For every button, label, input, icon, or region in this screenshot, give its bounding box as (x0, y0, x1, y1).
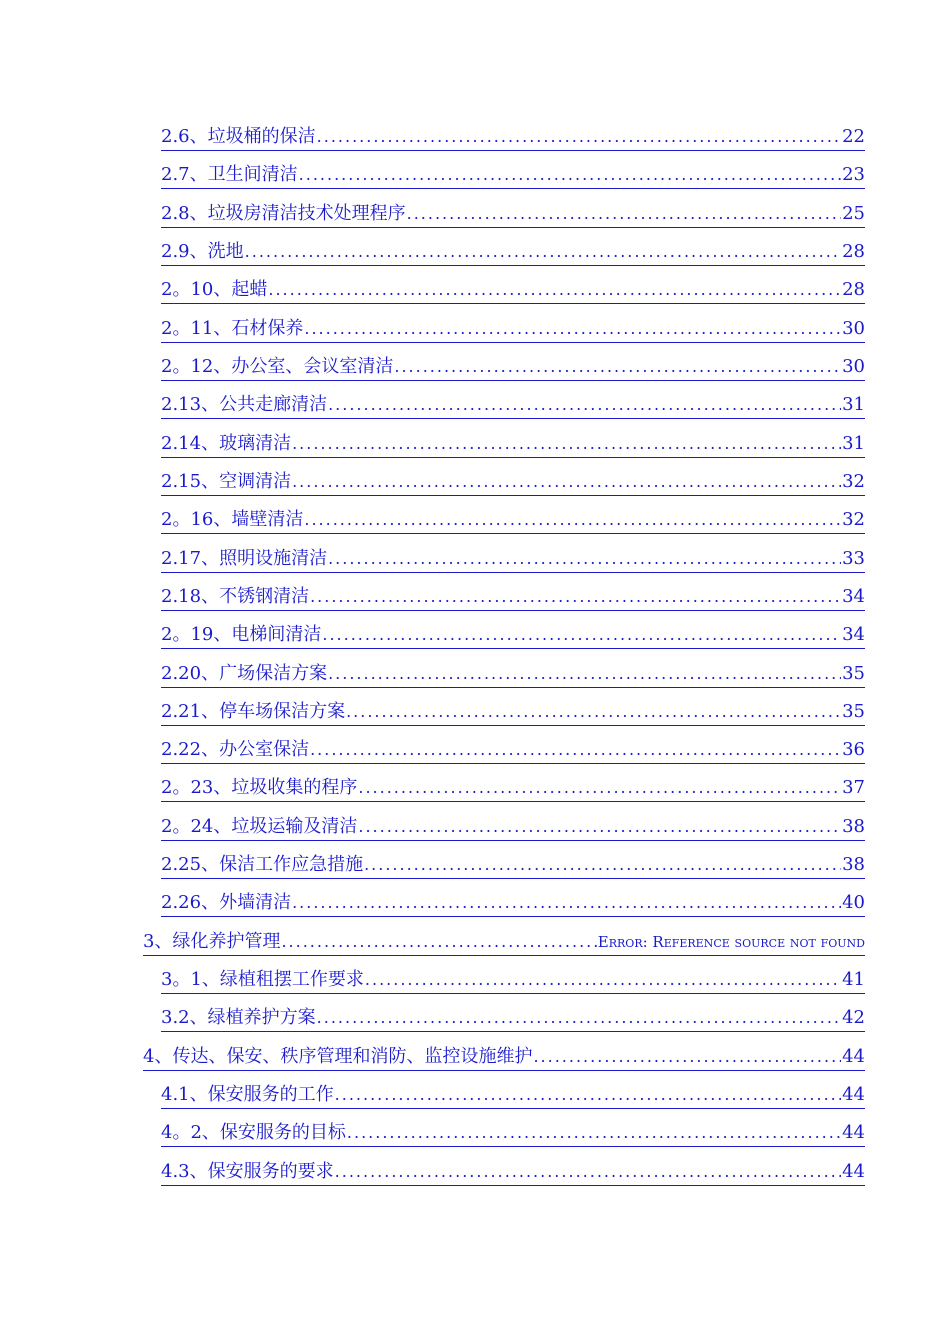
dot-leader (347, 1122, 841, 1144)
toc-entry[interactable] (161, 121, 865, 151)
toc-entry-title: 3.2、绿植养护方案 (161, 1007, 316, 1028)
dot-leader (292, 892, 841, 914)
toc-entry-page: 31 (842, 433, 865, 454)
dot-leader (394, 356, 841, 378)
toc-entry-title: 2.17、照明设施清洁 (161, 548, 328, 569)
toc-entry[interactable] (161, 543, 865, 573)
dot-leader (292, 433, 841, 455)
dot-leader (364, 854, 841, 876)
dot-leader (245, 241, 841, 263)
toc-entry-title: 2.7、卫生间清洁 (161, 164, 298, 185)
toc-entry[interactable] (161, 696, 865, 726)
toc-entry-page: 32 (842, 509, 865, 530)
toc-entry[interactable] (161, 313, 865, 343)
toc-entry[interactable] (161, 849, 865, 879)
dot-leader (335, 1084, 841, 1106)
dot-leader (304, 318, 841, 340)
toc-entry-title: 4.3、保安服务的要求 (161, 1161, 334, 1182)
toc-entry[interactable] (161, 734, 865, 764)
toc-entry-title: 2.8、垃圾房清洁技术处理程序 (161, 203, 406, 224)
toc-entry[interactable] (161, 198, 865, 228)
toc-entry[interactable] (161, 581, 865, 611)
toc-entry-title: 2.26、外墙清洁 (161, 892, 292, 913)
toc-entry-page-error: Error: Reference source not found (597, 933, 865, 951)
toc-entry[interactable] (161, 811, 865, 841)
toc-entry-page: 38 (842, 816, 865, 837)
toc-entry-title: 2.20、广场保洁方案 (161, 663, 328, 684)
toc-entry-title: 2。12、办公室、会议室清洁 (161, 356, 394, 377)
toc-entry-title: 2。16、墙壁清洁 (161, 509, 304, 530)
toc-entry-title: 4、传达、保安、秩序管理和消防、监控设施维护 (143, 1046, 533, 1067)
toc-entry-page: 33 (842, 548, 865, 569)
toc-entry[interactable] (143, 1041, 865, 1071)
toc-entry-title: 2.6、垃圾桶的保洁 (161, 126, 316, 147)
toc-entry[interactable] (161, 964, 865, 994)
toc-entry-page: 28 (842, 279, 865, 300)
toc-entry-page: 42 (842, 1007, 865, 1028)
toc-entry-page: 30 (842, 318, 865, 339)
dot-leader (358, 816, 841, 838)
toc-entry[interactable] (161, 504, 865, 534)
toc-entry[interactable] (161, 887, 865, 917)
dot-leader (317, 1007, 841, 1029)
toc-entry-page: 38 (842, 854, 865, 875)
toc-entry-page: 44 (842, 1161, 865, 1182)
toc-entry[interactable] (161, 1002, 865, 1032)
dot-leader (281, 931, 596, 953)
toc-entry-page: 35 (842, 701, 865, 722)
toc-entry-page: 30 (842, 356, 865, 377)
dot-leader (358, 777, 841, 799)
toc-entry[interactable] (161, 236, 865, 266)
toc-entry-title: 2。19、电梯间清洁 (161, 624, 322, 645)
toc-entry-title: 2.21、停车场保洁方案 (161, 701, 346, 722)
toc-entry[interactable] (143, 926, 865, 956)
toc-entry[interactable] (161, 619, 865, 649)
toc-entry[interactable] (161, 772, 865, 802)
toc-entry-title: 4.1、保安服务的工作 (161, 1084, 334, 1105)
toc-entry-title: 2.18、不锈钢清洁 (161, 586, 310, 607)
toc-entry[interactable] (161, 1079, 865, 1109)
toc-entry-title: 2.15、空调清洁 (161, 471, 292, 492)
toc-entry-title: 2。11、石材保养 (161, 318, 304, 339)
toc-entry-page: 34 (842, 624, 865, 645)
toc-entry-page: 37 (842, 777, 865, 798)
toc-entry-title: 3。1、绿植租摆工作要求 (161, 969, 364, 990)
toc-entry-title: 3、绿化养护管理 (143, 931, 281, 952)
toc-entry[interactable] (161, 1117, 865, 1147)
toc-entry-page: 40 (842, 892, 865, 913)
dot-leader (310, 586, 841, 608)
dot-leader (317, 126, 841, 148)
dot-leader (407, 203, 841, 225)
dot-leader (299, 164, 841, 186)
toc-entry-page: 34 (842, 586, 865, 607)
dot-leader (304, 509, 841, 531)
toc-entry[interactable] (161, 466, 865, 496)
toc-entry-title: 2。24、垃圾运输及清洁 (161, 816, 358, 837)
dot-leader (268, 279, 841, 301)
toc-entry-title: 2.13、公共走廊清洁 (161, 394, 328, 415)
toc-entry-page: 28 (842, 241, 865, 262)
toc-entry[interactable] (161, 1156, 865, 1186)
toc-entry-page: 25 (842, 203, 865, 224)
toc-entry-page: 36 (842, 739, 865, 760)
dot-leader (310, 739, 841, 761)
toc-entry[interactable] (161, 159, 865, 189)
toc-entry-page: 32 (842, 471, 865, 492)
toc-entry-page: 23 (842, 164, 865, 185)
toc-entry-page: 22 (842, 126, 865, 147)
toc-entry-page: 31 (842, 394, 865, 415)
toc-entry[interactable] (161, 274, 865, 304)
dot-leader (292, 471, 841, 493)
toc-entry-title: 2.22、办公室保洁 (161, 739, 310, 760)
toc-entry-page: 44 (842, 1084, 865, 1105)
toc-entry-title: 2.14、玻璃清洁 (161, 433, 292, 454)
toc-entry-title: 2.9、洗地 (161, 241, 244, 262)
toc-entry[interactable] (161, 351, 865, 381)
toc-entry-page: 35 (842, 663, 865, 684)
dot-leader (328, 663, 841, 685)
toc-entry[interactable] (161, 658, 865, 688)
dot-leader (365, 969, 841, 991)
dot-leader (533, 1046, 841, 1068)
toc-entry-title: 4。2、保安服务的目标 (161, 1122, 346, 1143)
toc-entry[interactable] (161, 389, 865, 419)
dot-leader (328, 548, 841, 570)
dot-leader (335, 1161, 841, 1183)
toc-entry[interactable] (161, 428, 865, 458)
dot-leader (328, 394, 841, 416)
toc-entry-title: 2。23、垃圾收集的程序 (161, 777, 358, 798)
dot-leader (346, 701, 841, 723)
toc-entry-page: 41 (842, 969, 865, 990)
toc-entry-title: 2。10、起蜡 (161, 279, 268, 300)
toc-entry-title: 2.25、保洁工作应急措施 (161, 854, 364, 875)
toc-entry-page: 44 (842, 1122, 865, 1143)
dot-leader (322, 624, 841, 646)
toc-entry-page: 44 (842, 1046, 865, 1067)
